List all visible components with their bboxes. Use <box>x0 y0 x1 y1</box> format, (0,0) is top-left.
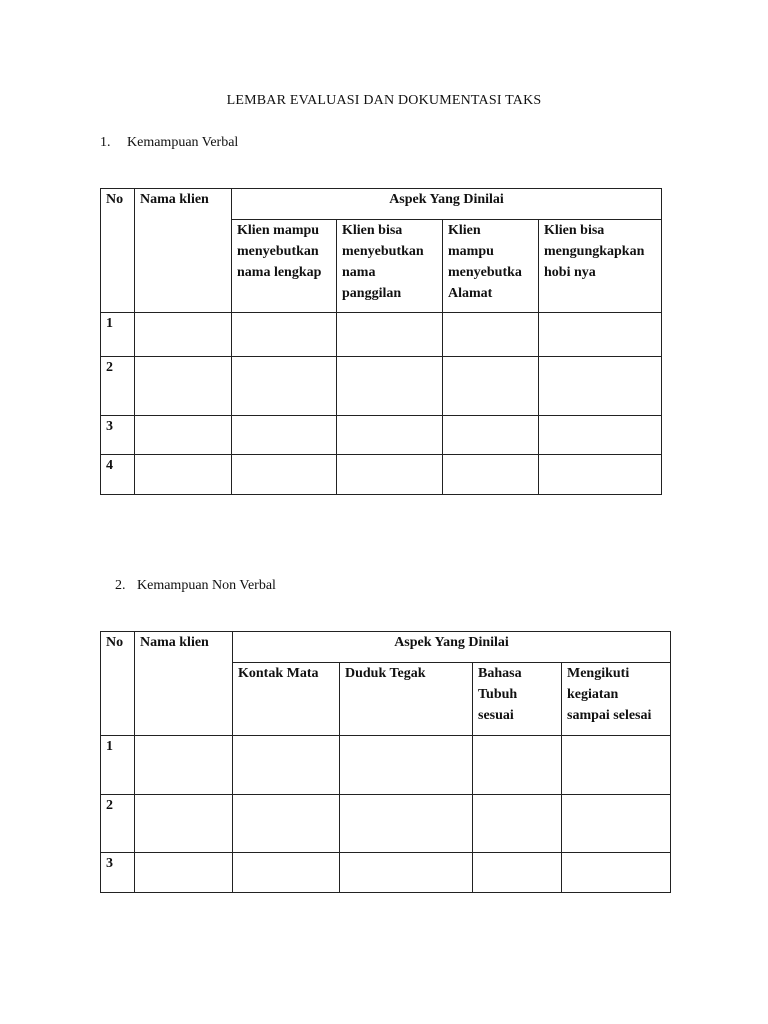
table-row <box>101 795 671 853</box>
nama-klien-cell <box>135 795 233 853</box>
aspect-header-line: sesuai <box>478 708 514 723</box>
non-verbal-evaluation-table <box>100 631 671 893</box>
aspect-score-cell <box>539 416 662 455</box>
row-number: 3 <box>101 416 135 455</box>
section-2-title: Kemampuan Non Verbal <box>137 578 276 593</box>
row-number: 2 <box>101 357 135 416</box>
aspect-header-line: menyebutkan <box>237 244 319 259</box>
aspect-score-cell <box>443 416 539 455</box>
aspect-score-cell <box>233 736 340 795</box>
row-number: 1 <box>101 736 135 795</box>
aspect-score-cell <box>340 795 473 853</box>
table-row <box>101 736 671 795</box>
nama-klien-cell <box>135 416 232 455</box>
aspect-score-cell <box>539 357 662 416</box>
aspect-header-3 <box>443 220 539 313</box>
aspect-score-cell <box>340 736 473 795</box>
aspect-score-cell <box>473 795 562 853</box>
table-row <box>101 416 662 455</box>
row-number: 3 <box>101 853 135 893</box>
aspect-header-line: mampu <box>448 244 494 259</box>
aspect-header-line: nama lengkap <box>237 265 322 280</box>
nama-klien-cell <box>135 853 233 893</box>
aspect-header-line: menyebutkan <box>342 244 424 259</box>
aspect-header-line: Mengikuti <box>567 666 630 681</box>
nama-klien-cell <box>135 455 232 495</box>
aspect-score-cell <box>562 736 671 795</box>
table-row <box>101 357 662 416</box>
table-row <box>101 455 662 495</box>
aspect-score-cell <box>473 853 562 893</box>
aspect-header-2 <box>340 663 473 736</box>
aspect-score-cell <box>337 455 443 495</box>
aspect-score-cell <box>562 853 671 893</box>
aspect-header-line: sampai selesai <box>567 708 652 723</box>
aspect-header-line: Klien mampu <box>237 223 320 238</box>
aspect-header-line: nama <box>342 265 376 280</box>
row-number: 1 <box>101 313 135 357</box>
aspect-score-cell <box>443 455 539 495</box>
aspect-header-4 <box>562 663 671 736</box>
section-2-heading <box>115 578 276 594</box>
row-number: 2 <box>101 795 135 853</box>
aspect-header-line: panggilan <box>342 286 402 301</box>
aspect-header-line: Alamat <box>448 286 493 301</box>
section-1-heading <box>100 135 238 151</box>
document-title: LEMBAR EVALUASI DAN DOKUMENTASI TAKS <box>226 93 542 108</box>
aspect-score-cell <box>340 853 473 893</box>
aspect-header-line: Duduk Tegak <box>345 666 426 681</box>
nama-klien-cell <box>135 736 233 795</box>
aspect-header-line: Bahasa <box>478 666 522 681</box>
aspect-header-2 <box>337 220 443 313</box>
aspect-score-cell <box>443 313 539 357</box>
header-nama-klien: Nama klien <box>135 189 232 313</box>
aspect-score-cell <box>337 416 443 455</box>
aspect-header-line: Tubuh <box>478 687 518 702</box>
aspect-header-4 <box>539 220 662 313</box>
aspect-header-line: Klien <box>448 223 481 238</box>
aspect-header-line: kegiatan <box>567 687 619 702</box>
aspect-score-cell <box>232 313 337 357</box>
aspect-score-cell <box>443 357 539 416</box>
aspect-score-cell <box>233 853 340 893</box>
section-1-number: 1. <box>100 135 111 150</box>
aspect-score-cell <box>232 416 337 455</box>
header-aspek: Aspek Yang Dinilai <box>233 632 671 663</box>
aspect-header-line: hobi nya <box>544 265 596 280</box>
header-aspek: Aspek Yang Dinilai <box>232 189 662 220</box>
nama-klien-cell <box>135 313 232 357</box>
aspect-score-cell <box>473 736 562 795</box>
section-1-title: Kemampuan Verbal <box>127 135 239 150</box>
aspect-score-cell <box>232 357 337 416</box>
aspect-score-cell <box>233 795 340 853</box>
aspect-header-3 <box>473 663 562 736</box>
table-row <box>101 853 671 893</box>
aspect-score-cell <box>539 455 662 495</box>
aspect-header-line: Klien bisa <box>342 223 403 238</box>
aspect-header-line: Klien bisa <box>544 223 605 238</box>
aspect-header-line: Kontak Mata <box>238 666 319 681</box>
header-nama-klien: Nama klien <box>135 632 233 736</box>
table-row <box>101 313 662 357</box>
verbal-evaluation-table <box>100 188 662 495</box>
aspect-header-1 <box>233 663 340 736</box>
header-no: No <box>101 632 135 736</box>
nama-klien-cell <box>135 357 232 416</box>
aspect-score-cell <box>539 313 662 357</box>
aspect-score-cell <box>337 357 443 416</box>
section-2-number: 2. <box>115 578 126 593</box>
aspect-score-cell <box>337 313 443 357</box>
aspect-header-1 <box>232 220 337 313</box>
row-number: 4 <box>101 455 135 495</box>
header-no: No <box>101 189 135 313</box>
aspect-header-line: mengungkapkan <box>544 244 645 259</box>
aspect-header-line: menyebutka <box>448 265 522 280</box>
aspect-score-cell <box>562 795 671 853</box>
aspect-score-cell <box>232 455 337 495</box>
